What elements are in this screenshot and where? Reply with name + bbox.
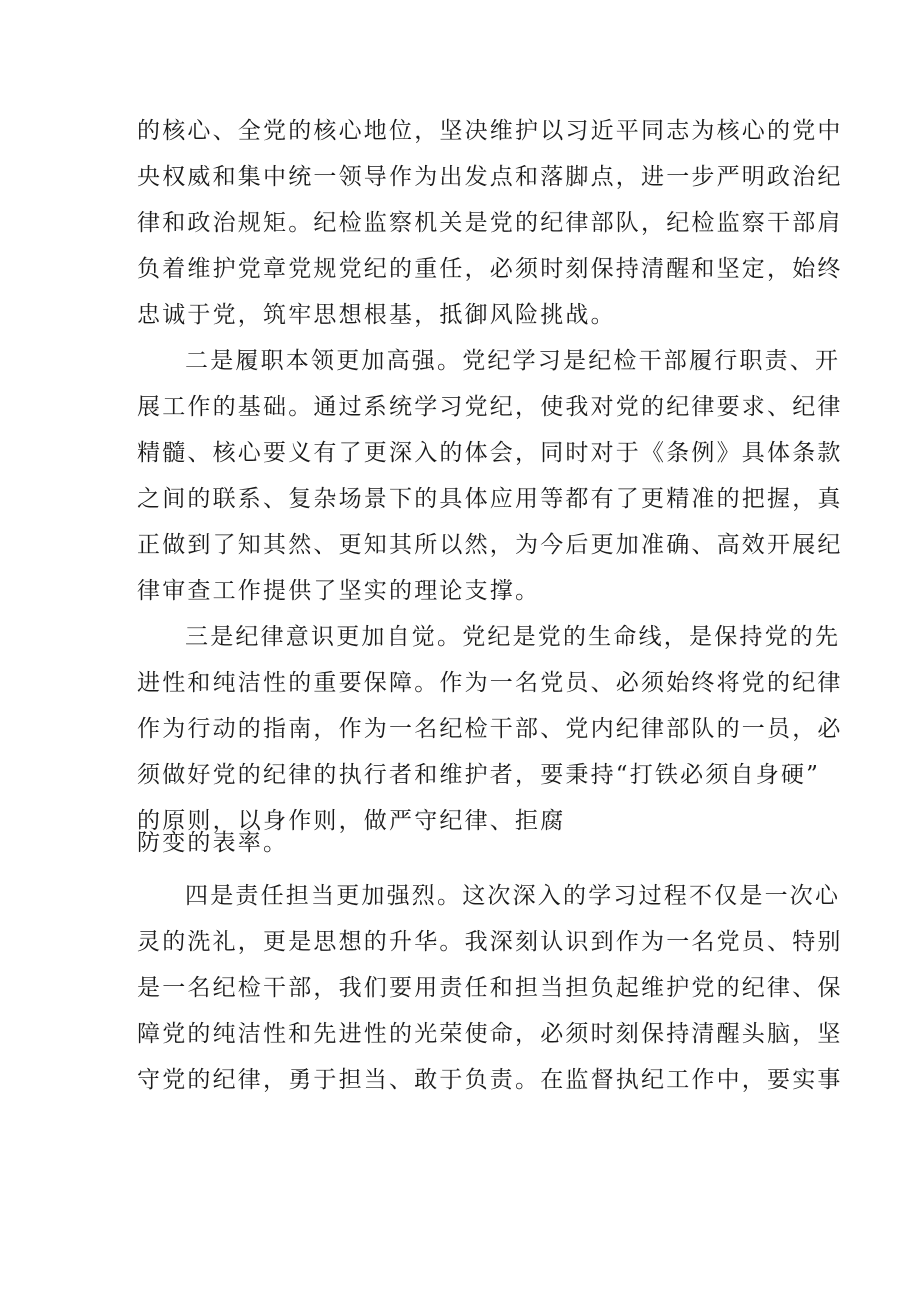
text-line: 守党的纪律，勇于担当、敢于负责。在监督执纪工作中，要实事 [137, 1067, 843, 1093]
text-line: 的原则，以身作则，做严守纪律、拒腐 [137, 808, 566, 834]
text-line: 障党的纯洁性和先进性的光荣使命，必须时刻保持清醒头脑，坚 [137, 1021, 843, 1047]
paragraph-first-line: 四是责任担当更加强烈。这次深入的学习过程不仅是一次心 [185, 883, 841, 909]
text-line: 防变的表率。 [137, 830, 289, 856]
text-line: 正做到了知其然、更知其所以然，为今后更加准确、高效开展纪 [137, 532, 843, 558]
text-line: 央权威和集中统一领导作为出发点和落脚点，进一步严明政治纪 [137, 164, 843, 190]
text-line: 的核心、全党的核心地位，坚决维护以习近平同志为核心的党中 [137, 118, 843, 144]
text-line: 是一名纪检干部，我们要用责任和担当担负起维护党的纪律、保 [137, 975, 843, 1001]
text-line: 须做好党的纪律的执行者和维护者，要秉持“打铁必须自身硬” [137, 762, 821, 788]
text-line: 律审查工作提供了坚实的理论支撑。 [137, 578, 541, 604]
text-line: 展工作的基础。通过系统学习党纪，使我对党的纪律要求、纪律 [137, 394, 843, 420]
text-line: 之间的联系、复杂场景下的具体应用等都有了更精准的把握，真 [137, 486, 843, 512]
text-line: 灵的洗礼，更是思想的升华。我深刻认识到作为一名党员、特别 [137, 929, 843, 955]
paragraph-first-line: 二是履职本领更加高强。党纪学习是纪检干部履行职责、开 [185, 348, 841, 374]
text-line: 忠诚于党，筑牢思想根基，抵御风险挑战。 [137, 302, 616, 328]
text-line: 精髓、核心要义有了更深入的体会，同时对于《条例》具体条款 [137, 440, 843, 466]
text-line: 进性和纯洁性的重要保障。作为一名党员、必须始终将党的纪律 [137, 670, 843, 696]
text-line: 负着维护党章党规党纪的重任，必须时刻保持清醒和坚定，始终 [137, 256, 843, 282]
text-line: 作为行动的指南，作为一名纪检干部、党内纪律部队的一员，必 [137, 716, 843, 742]
paragraph-first-line: 三是纪律意识更加自觉。党纪是党的生命线，是保持党的先 [185, 624, 841, 650]
document-body [137, 108, 843, 1103]
text-line: 律和政治规矩。纪检监察机关是党的纪律部队，纪检监察干部肩 [137, 210, 843, 236]
